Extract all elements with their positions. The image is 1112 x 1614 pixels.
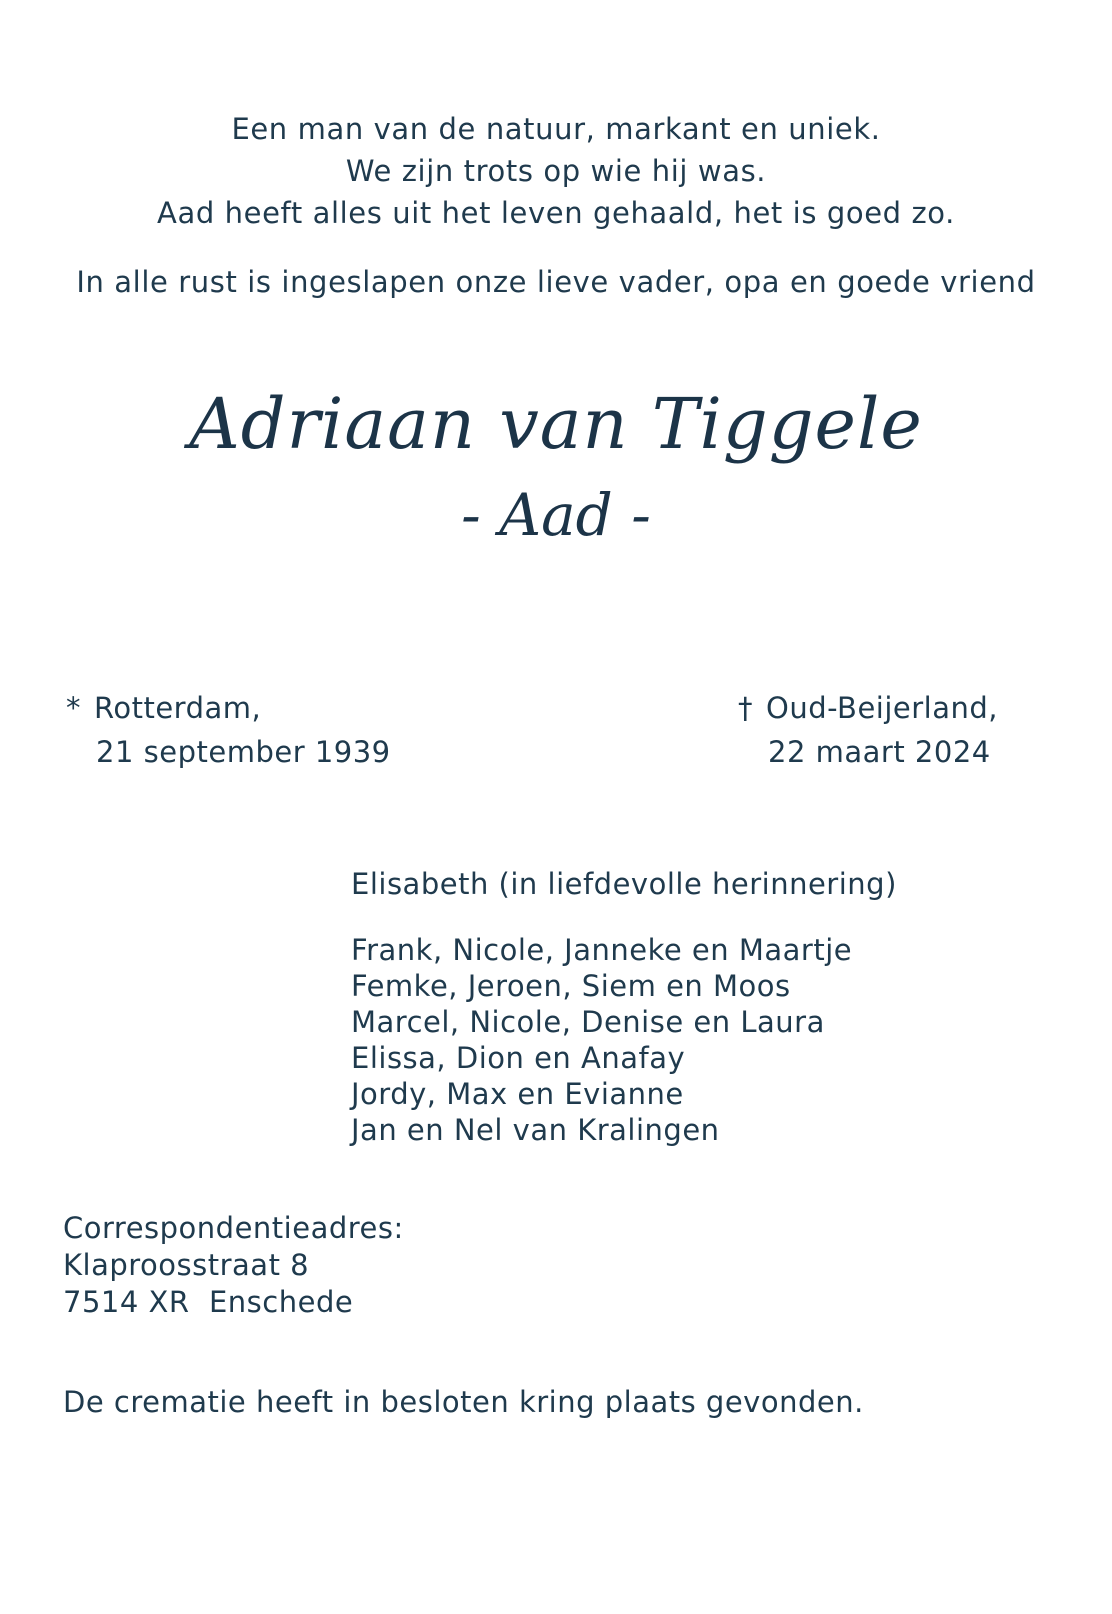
birth-info bbox=[66, 686, 391, 774]
birth-date: 21 september 1939 bbox=[96, 735, 391, 769]
deceased-nickname: - Aad - bbox=[461, 481, 651, 549]
family-member: Jan en Nel van Kralingen bbox=[351, 1113, 720, 1147]
address-street: Klaproosstraat 8 bbox=[63, 1248, 310, 1282]
family-list bbox=[351, 864, 897, 1148]
intro-text: In alle rust is ingeslapen onze lieve vader, opa en goede vriend bbox=[76, 265, 1036, 299]
family-member: Jordy, Max en Evianne bbox=[351, 1077, 684, 1111]
closing-note: De crematie heeft in besloten kring plaats gevonden. bbox=[63, 1385, 864, 1419]
birth-symbol: * bbox=[66, 691, 81, 725]
death-info bbox=[738, 686, 998, 774]
family-member: Elissa, Dion en Anafay bbox=[351, 1041, 686, 1075]
birth-place: Rotterdam, bbox=[94, 691, 262, 725]
family-member: Marcel, Nicole, Denise en Laura bbox=[351, 1005, 825, 1039]
poem bbox=[0, 108, 1112, 234]
family-member: Frank, Nicole, Janneke en Maartje bbox=[351, 933, 853, 967]
death-date: 22 maart 2024 bbox=[768, 735, 991, 769]
poem-line: We zijn trots op wie hij was. bbox=[345, 154, 767, 188]
spouse-line: Elisabeth (in liefdevolle herinnering) bbox=[351, 867, 897, 901]
address-city: 7514 XR Enschede bbox=[63, 1285, 354, 1319]
family-member: Femke, Jeroen, Siem en Moos bbox=[351, 969, 791, 1003]
deceased-name: Adriaan van Tiggele bbox=[189, 383, 923, 465]
death-place: Oud-Beijerland, bbox=[766, 691, 998, 725]
poem-line: Aad heeft alles uit het leven gehaald, het is goed zo. bbox=[157, 196, 955, 230]
correspondence-address bbox=[63, 1210, 404, 1321]
poem-line: Een man van de natuur, markant en uniek. bbox=[231, 112, 881, 146]
death-symbol: † bbox=[738, 691, 753, 725]
address-label: Correspondentieadres: bbox=[63, 1211, 404, 1245]
